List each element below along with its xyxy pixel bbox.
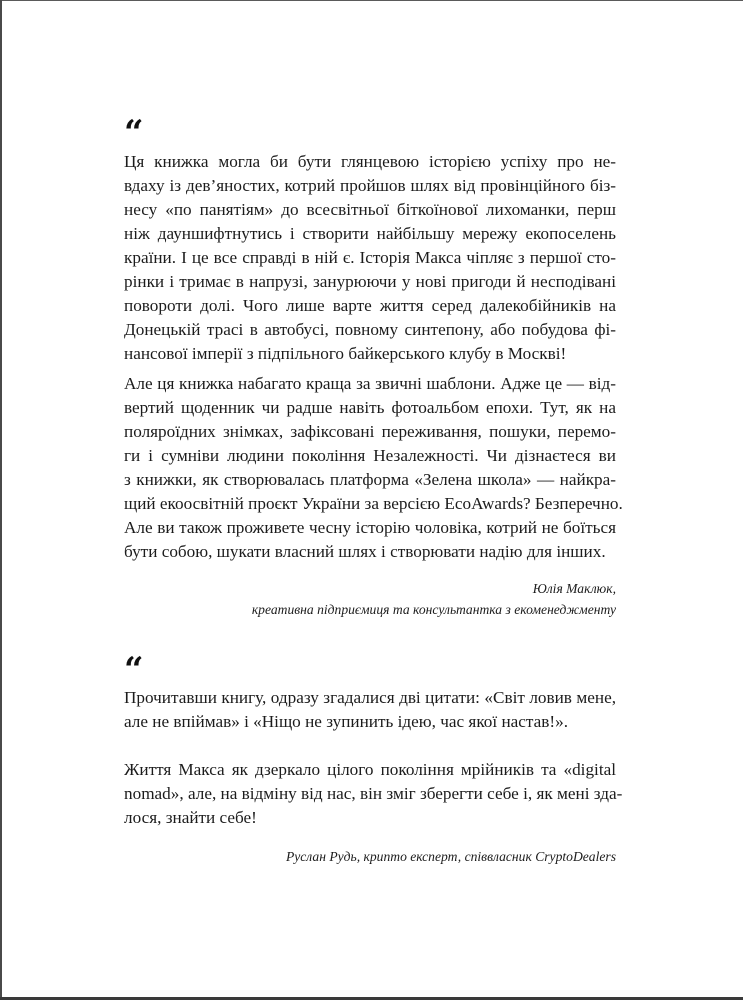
text-line: країни. І це все справді в ній є. Історія Макса чіпляє з першої сто- [124,248,616,267]
text-line: рінки і тримає в напрузі, занурюючи у нові пригоди й несподівані [124,272,616,291]
text-line: з книжки, як створювалась платформа «Зелена школа» — найкра- [124,470,616,489]
page-border-left [0,0,2,1000]
text-line: лося, знайти себе! [124,808,257,827]
text-line: ги і сумніви людини покоління Незалежності. Чи дізнаєтеся ви [124,446,616,465]
text-line: нансової імперії з підпільного байкерського клубу в Москві! [124,344,567,363]
text-line: щий екоосвітній проєкт України за версією EcoAwards? Безперечно. [124,494,623,513]
testimonial-2-paragraph-2 [124,758,623,830]
author-name: Юлія Маклюк, [532,581,616,596]
text-line: але не впіймав» і «Ніщо не зупинить ідею, час якої настав!». [124,712,569,731]
text-line: вертий щоденник чи радше навіть фотоальбом епохи. Тут, як на [124,398,616,417]
text-line: Ця книжка могла би бути глянцевою історією успіху про не- [124,152,616,171]
opening-quote-icon: “ [124,650,141,690]
text-line: Життя Макса як дзеркало цілого покоління мрійників та «digital [124,760,616,779]
text-line: Донецькій трасі в автобусі, повному синтепону, або побудова фі- [124,320,616,339]
author-name-and-role: Руслан Рудь, крипто експерт, співвласник CryptoDealers [285,849,616,864]
text-line: Прочитавши книгу, одразу згадалися дві цитати: «Світ ловив мене, [124,688,616,707]
text-line: nomad», але, на відміну від нас, він зміг зберегти себе і, як мені зда- [124,784,623,803]
author-role: креативна підприємиця та консультантка з екоменеджменту [251,602,616,617]
text-line: бути собою, шукати власний шлях і створювати надію для інших. [124,542,606,561]
opening-quote-icon: “ [124,113,141,153]
text-line: поляроїдних знімках, зафіксовані переживання, пошуки, перемо- [124,422,616,441]
text-line: Але ви також проживете чесну історію чоловіка, котрий не боїться [124,518,616,537]
text-line: повороти долі. Чого лише варте життя серед далекобійників на [124,296,616,315]
page-border-top [0,0,743,1]
testimonial-1-paragraph-1 [124,150,616,366]
text-line: Але ця книжка набагато краща за звичні шаблони. Адже це — від- [124,374,616,393]
testimonial-2-paragraph-1 [124,686,616,734]
text-line: вдаху із дев’яностих, котрий пройшов шлях від провінційного біз- [124,176,616,195]
testimonial-1-paragraph-2 [124,372,623,564]
testimonial-1-attribution [124,578,616,620]
testimonial-2-attribution [124,846,616,867]
text-line: ніж дауншифтнутись і створити найбільшу мережу екопоселень [124,224,616,243]
text-line: несу «по панятіям» до всесвітньої біткоїнової лихоманки, перш [124,200,616,219]
